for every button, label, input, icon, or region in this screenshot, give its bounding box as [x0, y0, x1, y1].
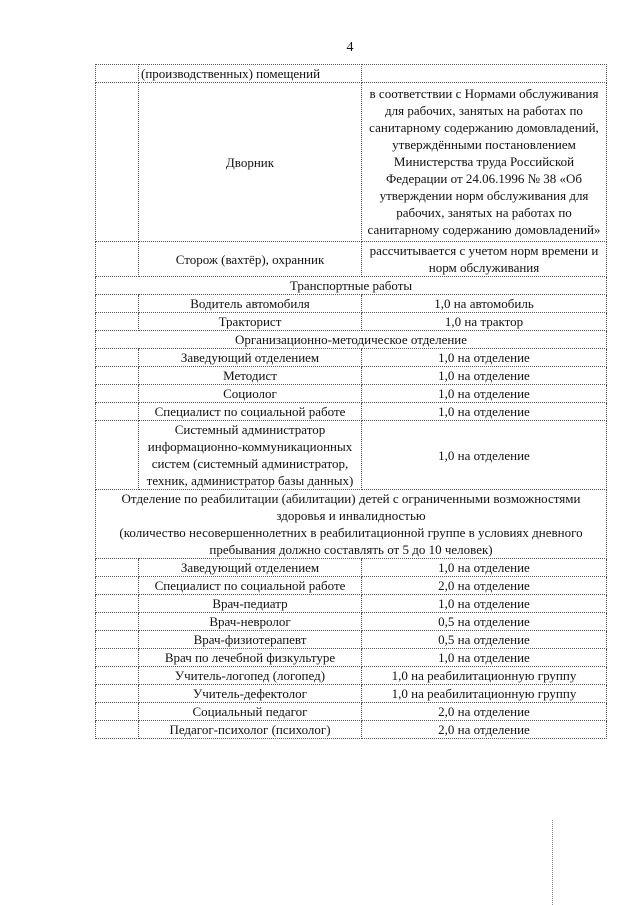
row-number-cell — [96, 349, 139, 367]
table-row — [96, 295, 607, 313]
section-header-cell — [96, 490, 607, 559]
norm-cell: 2,0 на отделение — [362, 703, 607, 721]
norm-cell: 2,0 на отделение — [362, 577, 607, 595]
table-row — [96, 703, 607, 721]
table-row — [96, 421, 607, 490]
position-cell: Врач по лечебной физкультуре — [139, 649, 362, 667]
table-row — [96, 595, 607, 613]
table-row — [96, 667, 607, 685]
table-row — [96, 367, 607, 385]
norm-cell: 1,0 на отделение — [362, 403, 607, 421]
section-header-row — [96, 277, 607, 295]
position-cell: Педагог-психолог (психолог) — [139, 721, 362, 739]
row-number-cell — [96, 421, 139, 490]
section-header-row — [96, 331, 607, 349]
row-number-cell — [96, 685, 139, 703]
norm-cell: 2,0 на отделение — [362, 721, 607, 739]
position-cell: Дворник — [139, 83, 362, 242]
section-header-row — [96, 490, 607, 559]
row-number-cell — [96, 721, 139, 739]
table-row — [96, 242, 607, 277]
norm-cell: 1,0 на отделение — [362, 385, 607, 403]
position-cell: Специалист по социальной работе — [139, 403, 362, 421]
row-number-cell — [96, 667, 139, 685]
position-cell: (производственных) помещений — [139, 65, 362, 83]
norm-cell: 1,0 на отделение — [362, 595, 607, 613]
section-subtitle: (количество несовершеннолетних в реабилитационной группе в условиях дневного пребывания должно составлять от 5 до 10 человек) — [119, 525, 583, 557]
position-cell: Учитель-дефектолог — [139, 685, 362, 703]
position-cell: Врач-физиотерапевт — [139, 631, 362, 649]
position-cell: Врач-педиатр — [139, 595, 362, 613]
norm-cell: 1,0 на отделение — [362, 559, 607, 577]
page-number: 4 — [346, 40, 354, 55]
section-title: Организационно-методическое отделение — [234, 332, 468, 347]
position-cell: Заведующий отделением — [139, 349, 362, 367]
norm-cell: 0,5 на отделение — [362, 631, 607, 649]
norm-cell: 1,0 на реабилитационную группу — [362, 667, 607, 685]
norm-cell: 1,0 на отделение — [362, 349, 607, 367]
row-number-cell — [96, 403, 139, 421]
norm-cell: рассчитывается с учетом норм времени и норм обслуживания — [362, 242, 607, 277]
row-number-cell — [96, 367, 139, 385]
row-number-cell — [96, 313, 139, 331]
table-row — [96, 83, 607, 242]
row-number-cell — [96, 631, 139, 649]
position-cell: Тракторист — [139, 313, 362, 331]
row-number-cell — [96, 577, 139, 595]
position-cell: Сторож (вахтёр), охранник — [139, 242, 362, 277]
section-title: Транспортные работы — [289, 278, 413, 293]
table-row — [96, 649, 607, 667]
norm-cell: 1,0 на реабилитационную группу — [362, 685, 607, 703]
norm-cell: 1,0 на отделение — [362, 649, 607, 667]
table-row — [96, 721, 607, 739]
position-cell: Системный администратор информационно-коммуникационных систем (системный администратор, техник, администратор базы данных) — [139, 421, 362, 490]
norm-cell: 1,0 на автомобиль — [362, 295, 607, 313]
row-number-cell — [96, 83, 139, 242]
table-row — [96, 349, 607, 367]
norm-cell: 1,0 на отделение — [362, 421, 607, 490]
section-header-cell — [96, 277, 607, 295]
position-cell: Социолог — [139, 385, 362, 403]
row-number-cell — [96, 385, 139, 403]
norm-cell: 0,5 на отделение — [362, 613, 607, 631]
staffing-table-body — [96, 65, 607, 739]
row-number-cell — [96, 65, 139, 83]
table-row — [96, 559, 607, 577]
row-number-cell — [96, 595, 139, 613]
section-header-cell — [96, 331, 607, 349]
table-row — [96, 577, 607, 595]
norm-cell: 1,0 на трактор — [362, 313, 607, 331]
position-cell: Врач-невролог — [139, 613, 362, 631]
table-row — [96, 685, 607, 703]
position-cell: Методист — [139, 367, 362, 385]
row-number-cell — [96, 703, 139, 721]
norm-cell: 1,0 на отделение — [362, 367, 607, 385]
row-number-cell — [96, 295, 139, 313]
table-row — [96, 65, 607, 83]
row-number-cell — [96, 649, 139, 667]
section-title: Отделение по реабилитации (абилитации) детей с ограниченными возможностями здоровья и инвалидностью — [121, 491, 581, 523]
norm-cell — [362, 65, 607, 83]
position-cell: Водитель автомобиля — [139, 295, 362, 313]
table-row — [96, 631, 607, 649]
position-cell: Специалист по социальной работе — [139, 577, 362, 595]
norm-cell: в соответствии с Нормами обслуживания для рабочих, занятых на работах по санитарному содержанию домовладений, утверждёнными постановлением Министерства труда Российской Федерации от 24.06.1996 № 38 «Об утверждении норм обслуживания для рабочих, занятых на работах по санитарному содержанию домовладений» — [362, 83, 607, 242]
row-number-cell — [96, 559, 139, 577]
row-number-cell — [96, 242, 139, 277]
staffing-table — [95, 64, 607, 739]
table-row — [96, 385, 607, 403]
position-cell: Социальный педагог — [139, 703, 362, 721]
table-row — [96, 613, 607, 631]
binding-line — [552, 820, 554, 905]
table-row — [96, 313, 607, 331]
position-cell: Заведующий отделением — [139, 559, 362, 577]
table-row — [96, 403, 607, 421]
position-cell: Учитель-логопед (логопед) — [139, 667, 362, 685]
row-number-cell — [96, 613, 139, 631]
